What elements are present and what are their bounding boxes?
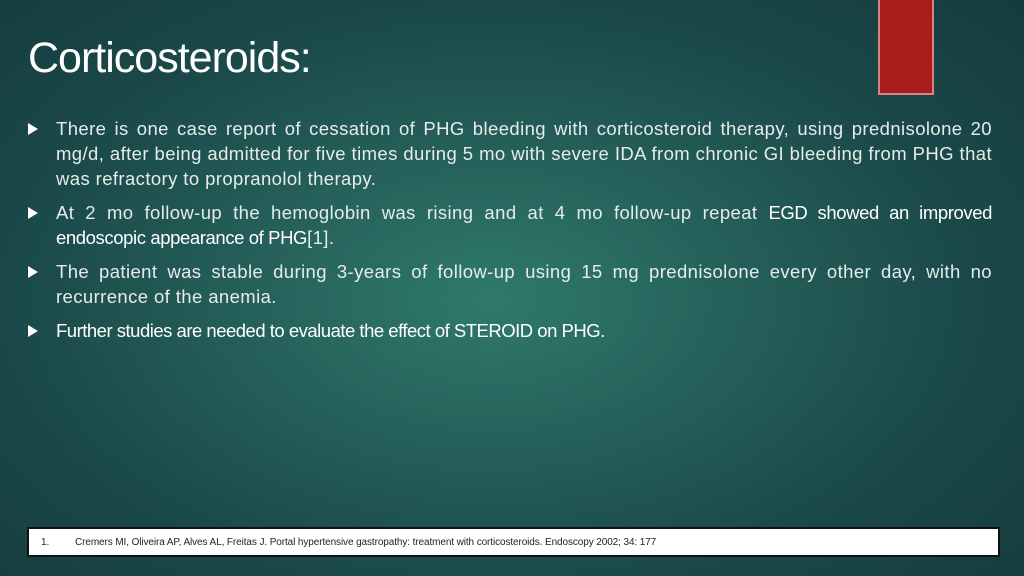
triangle-right-icon bbox=[26, 318, 56, 344]
bullet-list bbox=[26, 116, 992, 353]
citation-link: [1] bbox=[307, 227, 329, 248]
bullet-item bbox=[26, 259, 992, 309]
bullet-text: Further studies are needed to evaluate the effect of STEROID on PHG. bbox=[56, 320, 605, 341]
bullet-item bbox=[26, 318, 992, 344]
bullet-text: The patient was stable during 3-years of follow-up using 15 mg prednisolone every other day, with no recurrence of the anemia. bbox=[56, 261, 992, 307]
bullet-text-tail: . bbox=[328, 227, 335, 248]
reference-number: 1. bbox=[41, 536, 50, 548]
bullet-highlight: EGD showed an improved endoscopic appearance of PHG bbox=[56, 202, 992, 248]
bullet-text-lead: At 2 mo follow-up the hemoglobin was rising and at 4 mo follow-up repeat bbox=[56, 202, 769, 223]
reference-box bbox=[27, 527, 1000, 557]
slide-title: Corticosteroids: bbox=[28, 34, 311, 82]
bullet-text: There is one case report of cessation of PHG bleeding with corticosteroid therapy, using prednisolone 20 mg/d, after being admitted for five times during 5 mo with severe IDA from chronic GI bleeding from PHG that was refractory to propranolol therapy. bbox=[56, 118, 992, 189]
bullet-item bbox=[26, 116, 992, 191]
triangle-right-icon bbox=[26, 259, 56, 285]
triangle-right-icon bbox=[26, 116, 56, 142]
reference-text: Cremers MI, Oliveira AP, Alves AL, Freitas J. Portal hypertensive gastropathy: treatment with corticosteroids. Endoscopy 2002; 34: 177 bbox=[75, 536, 657, 548]
triangle-right-icon bbox=[26, 200, 56, 226]
bullet-text bbox=[56, 200, 992, 250]
bullet-item bbox=[26, 200, 992, 250]
accent-bar bbox=[878, 0, 934, 95]
